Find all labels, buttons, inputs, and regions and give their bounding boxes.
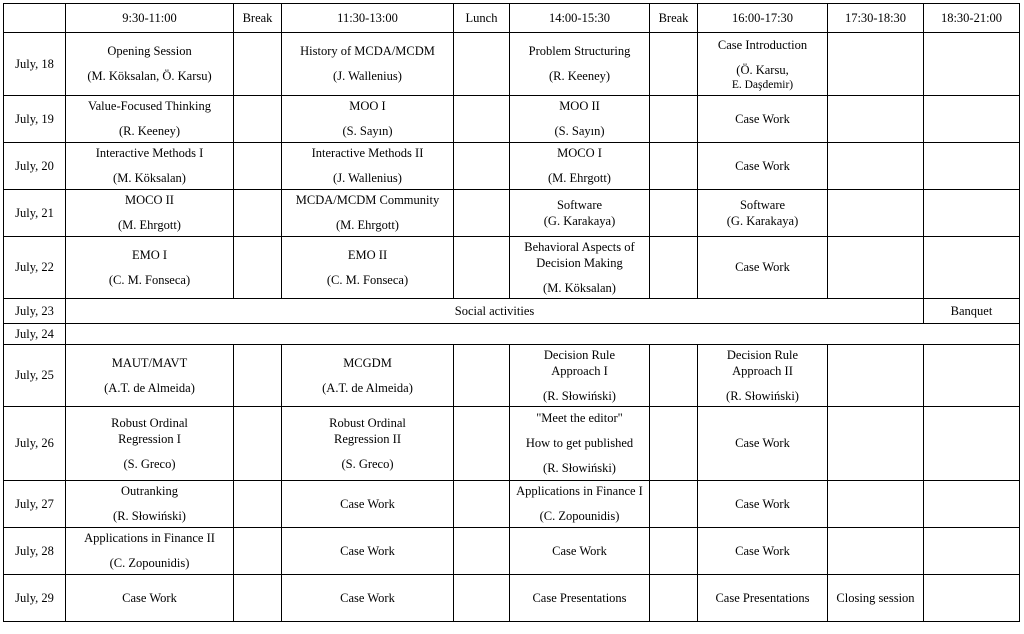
break-cell bbox=[234, 189, 282, 236]
table-row-social bbox=[4, 298, 1020, 323]
session-title: MOO II bbox=[559, 99, 600, 114]
session-presenter: (M. Ehrgott) bbox=[118, 218, 181, 233]
table-row bbox=[4, 33, 1020, 96]
free-day-cell bbox=[66, 323, 1020, 344]
lunch-cell bbox=[454, 480, 510, 527]
break-cell bbox=[650, 142, 698, 189]
lunch-cell bbox=[454, 527, 510, 574]
session-title: Interactive Methods II bbox=[311, 146, 424, 161]
session-cell bbox=[282, 95, 454, 142]
break-cell bbox=[234, 344, 282, 406]
session-title: Opening Session bbox=[107, 44, 192, 59]
table-header-row bbox=[4, 4, 1020, 33]
lunch-cell bbox=[454, 142, 510, 189]
spacer bbox=[285, 114, 450, 123]
session-cell bbox=[66, 33, 234, 96]
session-presenter: (G. Karakaya) bbox=[726, 213, 799, 228]
lunch-cell bbox=[454, 574, 510, 621]
session-presenter: (G. Karakaya) bbox=[543, 213, 616, 228]
spacer bbox=[69, 161, 230, 170]
table-row-free bbox=[4, 323, 1020, 344]
session-title-2: Approach II bbox=[732, 363, 793, 378]
spacer bbox=[285, 371, 450, 380]
session-cell: Case Work bbox=[698, 406, 828, 480]
header-break-1: Break bbox=[234, 4, 282, 33]
session-cell bbox=[510, 95, 650, 142]
spacer bbox=[513, 271, 646, 280]
table-row bbox=[4, 95, 1020, 142]
social-activities-cell: Social activities bbox=[66, 298, 924, 323]
session-cell: Case Work bbox=[66, 574, 234, 621]
lunch-cell bbox=[454, 236, 510, 298]
session-presenter: (R. Keeney) bbox=[118, 124, 181, 139]
session-title: Case Introduction bbox=[717, 38, 808, 52]
break-cell bbox=[234, 95, 282, 142]
row-day-label: July, 23 bbox=[4, 298, 66, 323]
session-cell bbox=[698, 189, 828, 236]
lunch-cell bbox=[454, 95, 510, 142]
session-title: Robust Ordinal bbox=[111, 415, 188, 430]
session-cell bbox=[698, 33, 828, 96]
break-cell bbox=[650, 95, 698, 142]
session-cell bbox=[66, 527, 234, 574]
session-title-2: Regression I bbox=[118, 431, 181, 446]
session-cell: Case Work bbox=[698, 142, 828, 189]
session-cell bbox=[510, 480, 650, 527]
header-break-2: Break bbox=[650, 4, 698, 33]
header-slot-1130-1300: 11:30-13:00 bbox=[282, 4, 454, 33]
break-cell bbox=[650, 480, 698, 527]
session-cell bbox=[282, 189, 454, 236]
break-cell bbox=[650, 406, 698, 480]
session-title: Problem Structuring bbox=[528, 44, 631, 59]
session-presenter-2: E. Daşdemir) bbox=[731, 79, 794, 91]
session-presenter: (S. Sayın) bbox=[554, 124, 605, 139]
lunch-cell bbox=[454, 189, 510, 236]
session-presenter: (A.T. de Almeida) bbox=[104, 380, 195, 395]
row-day-label: July, 18 bbox=[4, 33, 66, 96]
break-cell bbox=[234, 574, 282, 621]
session-cell: Case Work bbox=[698, 95, 828, 142]
session-presenter: (M. Ehrgott) bbox=[336, 218, 399, 233]
session-cell-empty bbox=[924, 480, 1020, 527]
session-cell-empty bbox=[828, 527, 924, 574]
session-title: EMO II bbox=[347, 247, 388, 262]
session-title: MCDA/MCDM Community bbox=[295, 193, 440, 208]
spacer bbox=[285, 161, 450, 170]
session-presenter: (C. M. Fonseca) bbox=[108, 272, 191, 287]
break-cell bbox=[650, 236, 698, 298]
spacer bbox=[513, 114, 646, 123]
lunch-cell bbox=[454, 344, 510, 406]
session-cell bbox=[66, 480, 234, 527]
session-cell bbox=[282, 33, 454, 96]
spacer bbox=[285, 263, 450, 272]
session-title: Interactive Methods I bbox=[95, 146, 204, 161]
session-cell-empty bbox=[924, 406, 1020, 480]
session-title: MAUT/MAVT bbox=[111, 355, 188, 370]
session-cell-empty bbox=[924, 527, 1020, 574]
session-title: Applications in Finance II bbox=[84, 531, 215, 546]
break-cell bbox=[234, 142, 282, 189]
session-presenter: (M. Köksalan) bbox=[543, 280, 616, 295]
session-cell bbox=[66, 95, 234, 142]
header-slot-1400-1530: 14:00-15:30 bbox=[510, 4, 650, 33]
spacer bbox=[513, 59, 646, 68]
table-row bbox=[4, 189, 1020, 236]
spacer bbox=[69, 263, 230, 272]
session-title: History of MCDA/MCDM bbox=[300, 44, 435, 59]
spacer bbox=[285, 59, 450, 68]
header-day bbox=[4, 4, 66, 33]
session-presenter: (C. Zopounidis) bbox=[109, 556, 190, 571]
session-title: "Meet the editor" bbox=[536, 411, 623, 426]
row-day-label: July, 20 bbox=[4, 142, 66, 189]
session-cell-empty bbox=[828, 344, 924, 406]
session-title: MOCO I bbox=[557, 146, 602, 161]
session-presenter: (M. Köksalan) bbox=[113, 171, 186, 186]
session-cell: Case Work bbox=[698, 527, 828, 574]
lunch-cell bbox=[454, 33, 510, 96]
header-slot-1600-1730: 16:00-17:30 bbox=[698, 4, 828, 33]
session-cell bbox=[510, 33, 650, 96]
row-day-label: July, 25 bbox=[4, 344, 66, 406]
table-row bbox=[4, 406, 1020, 480]
session-cell-empty bbox=[924, 142, 1020, 189]
session-presenter: (S. Sayın) bbox=[342, 124, 393, 139]
session-title: MOO I bbox=[349, 99, 386, 114]
session-cell bbox=[510, 344, 650, 406]
row-day-label: July, 29 bbox=[4, 574, 66, 621]
spacer bbox=[701, 379, 824, 388]
session-cell bbox=[282, 344, 454, 406]
spacer bbox=[69, 447, 230, 456]
session-cell bbox=[282, 236, 454, 298]
session-title: Software bbox=[739, 197, 786, 212]
row-day-label: July, 24 bbox=[4, 323, 66, 344]
spacer bbox=[513, 499, 646, 508]
session-cell: Case Presentations bbox=[698, 574, 828, 621]
session-title: Decision Rule bbox=[543, 347, 616, 362]
session-presenter: (R. Słowiński) bbox=[543, 461, 616, 476]
session-presenter: (C. Zopounidis) bbox=[539, 509, 620, 524]
break-cell bbox=[650, 189, 698, 236]
session-title: Applications in Finance I bbox=[516, 484, 643, 499]
session-title: Decision Rule bbox=[726, 347, 799, 362]
session-presenter: (R. Słowiński) bbox=[543, 388, 616, 403]
session-title: Value-Focused Thinking bbox=[87, 99, 212, 114]
session-presenter: (A.T. de Almeida) bbox=[322, 380, 413, 395]
session-presenter: (M. Ehrgott) bbox=[548, 171, 611, 186]
break-cell bbox=[650, 344, 698, 406]
spacer bbox=[69, 546, 230, 555]
session-title-2: How to get published bbox=[525, 436, 634, 451]
session-cell bbox=[698, 344, 828, 406]
session-cell bbox=[66, 406, 234, 480]
session-presenter: (M. Köksalan, Ö. Karsu) bbox=[87, 69, 212, 84]
session-cell-empty bbox=[924, 236, 1020, 298]
session-cell: Case Work bbox=[282, 527, 454, 574]
session-cell bbox=[282, 142, 454, 189]
break-cell bbox=[234, 527, 282, 574]
header-slot-1830-2100: 18:30-21:00 bbox=[924, 4, 1020, 33]
session-title: Outranking bbox=[121, 484, 178, 499]
spacer bbox=[513, 451, 646, 460]
session-title: EMO I bbox=[131, 247, 168, 262]
session-cell-empty bbox=[924, 344, 1020, 406]
session-cell-empty bbox=[924, 33, 1020, 96]
spacer bbox=[285, 208, 450, 217]
session-title: Behavioral Aspects of bbox=[524, 239, 635, 254]
table-row bbox=[4, 142, 1020, 189]
session-presenter: (R. Keeney) bbox=[548, 69, 611, 84]
banquet-cell: Banquet bbox=[924, 298, 1020, 323]
session-cell bbox=[66, 236, 234, 298]
lunch-cell bbox=[454, 406, 510, 480]
table-row bbox=[4, 344, 1020, 406]
session-presenter: (J. Wallenius) bbox=[333, 69, 402, 84]
break-cell bbox=[234, 236, 282, 298]
session-cell bbox=[66, 344, 234, 406]
header-slot-0930-1100: 9:30-11:00 bbox=[66, 4, 234, 33]
break-cell bbox=[234, 33, 282, 96]
table-row bbox=[4, 574, 1020, 621]
session-cell-empty bbox=[828, 142, 924, 189]
session-presenter: (Ö. Karsu, bbox=[736, 63, 789, 77]
break-cell bbox=[234, 406, 282, 480]
session-cell: Case Work bbox=[282, 574, 454, 621]
table-row bbox=[4, 527, 1020, 574]
row-day-label: July, 21 bbox=[4, 189, 66, 236]
session-cell: Case Work bbox=[510, 527, 650, 574]
spacer bbox=[69, 208, 230, 217]
session-cell-empty bbox=[828, 406, 924, 480]
table-row bbox=[4, 236, 1020, 298]
spacer bbox=[513, 379, 646, 388]
session-cell-empty bbox=[828, 189, 924, 236]
session-cell-empty bbox=[828, 480, 924, 527]
session-cell bbox=[510, 236, 650, 298]
session-title: MOCO II bbox=[125, 193, 174, 208]
closing-session-cell: Closing session bbox=[828, 574, 924, 621]
session-cell bbox=[510, 406, 650, 480]
break-cell bbox=[650, 527, 698, 574]
session-cell bbox=[66, 142, 234, 189]
header-lunch: Lunch bbox=[454, 4, 510, 33]
session-presenter: (R. Słowiński) bbox=[113, 509, 186, 524]
session-cell-empty bbox=[828, 236, 924, 298]
session-presenter: (S. Greco) bbox=[123, 456, 176, 471]
spacer bbox=[513, 426, 646, 435]
session-cell-empty bbox=[924, 189, 1020, 236]
session-presenter: (C. M. Fonseca) bbox=[326, 272, 409, 287]
break-cell bbox=[650, 574, 698, 621]
session-cell: Case Work bbox=[282, 480, 454, 527]
row-day-label: July, 27 bbox=[4, 480, 66, 527]
header-slot-1730-1830: 17:30-18:30 bbox=[828, 4, 924, 33]
session-cell: Case Work bbox=[698, 236, 828, 298]
session-cell bbox=[282, 406, 454, 480]
session-presenter: (J. Wallenius) bbox=[333, 171, 402, 186]
row-day-label: July, 28 bbox=[4, 527, 66, 574]
session-cell-empty bbox=[828, 95, 924, 142]
session-cell: Case Work bbox=[698, 480, 828, 527]
session-cell: Case Presentations bbox=[510, 574, 650, 621]
session-title: MCGDM bbox=[343, 355, 392, 370]
session-title-2: Decision Making bbox=[536, 255, 623, 270]
row-day-label: July, 19 bbox=[4, 95, 66, 142]
session-cell bbox=[510, 142, 650, 189]
spacer bbox=[285, 447, 450, 456]
spacer bbox=[513, 161, 646, 170]
row-day-label: July, 26 bbox=[4, 406, 66, 480]
session-cell bbox=[66, 189, 234, 236]
session-presenter: (R. Słowiński) bbox=[726, 388, 799, 403]
session-cell-empty bbox=[924, 574, 1020, 621]
spacer bbox=[701, 53, 824, 62]
spacer bbox=[69, 499, 230, 508]
spacer bbox=[69, 59, 230, 68]
session-cell bbox=[510, 189, 650, 236]
spacer bbox=[69, 114, 230, 123]
session-title-2: Approach I bbox=[551, 363, 608, 378]
break-cell bbox=[650, 33, 698, 96]
session-title: Robust Ordinal bbox=[329, 415, 406, 430]
session-cell-empty bbox=[828, 33, 924, 96]
session-presenter: (S. Greco) bbox=[341, 456, 394, 471]
session-title-2: Regression II bbox=[334, 431, 401, 446]
session-title: Software bbox=[556, 197, 603, 212]
table-row bbox=[4, 480, 1020, 527]
break-cell bbox=[234, 480, 282, 527]
program-schedule-table bbox=[3, 3, 1020, 622]
session-cell-empty bbox=[924, 95, 1020, 142]
spacer bbox=[69, 371, 230, 380]
row-day-label: July, 22 bbox=[4, 236, 66, 298]
